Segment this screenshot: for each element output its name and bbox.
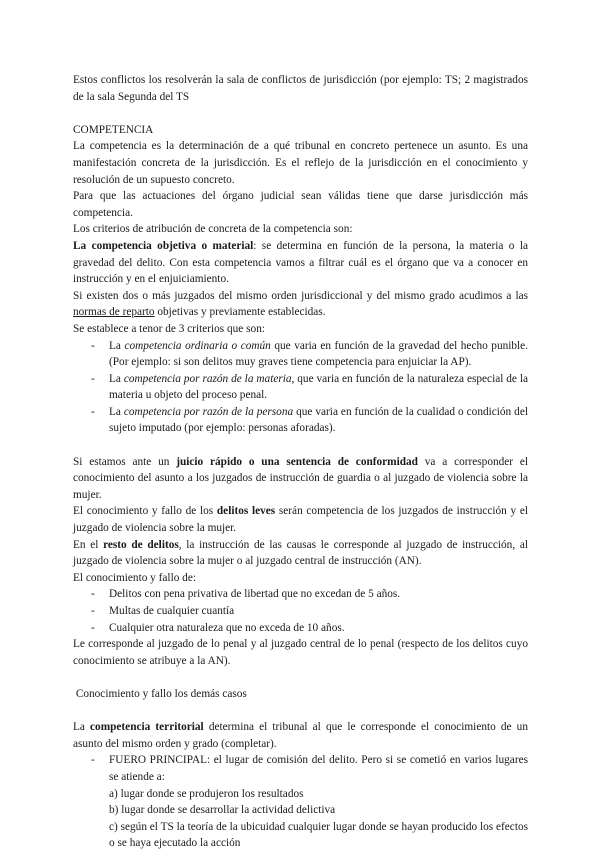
paragraph-validez: Para que las actuaciones del órgano judicial sean válidas tiene que darse jurisdicción más competencia.: [73, 190, 528, 219]
text-span: objetivas y previamente establecidas.: [154, 306, 326, 319]
term-italic: competencia por razón de la persona: [123, 405, 294, 418]
fallo-list: [73, 586, 528, 636]
term-delitos-leves: delitos leves: [216, 505, 276, 518]
list-item: [73, 404, 528, 437]
fuero-sub-item: b) lugar donde se desarrollar la actividad delictiva: [109, 804, 336, 817]
paragraph-conflictos: Estos conflictos los resolverán la sala de conflictos de jurisdicción (por ejemplo: TS; 2 magistrados de la sala Segunda del TS: [73, 74, 528, 103]
text-span: : se determina en función de la persona, la materia o la gravedad del delito. Con esta competencia vamos a filtrar cuál es el órgano que va a conocer en instrucción y en el enjuiciamiento.: [73, 239, 528, 286]
text-span: determina el tribunal al que le corresponde el conocimiento de un asunto del mismo orden y grado (completar).: [73, 721, 528, 750]
list-item: [73, 371, 528, 404]
document-body: [73, 72, 528, 852]
text-span: que varia en función de la cualidad o condición del sujeto imputado (por ejemplo: personas aforadas).: [109, 405, 528, 435]
paragraph-criterios-intro: Los criterios de atribución de concreta de la competencia son:: [73, 223, 353, 236]
term-competencia-territorial: competencia territorial: [90, 721, 204, 734]
text-span: , la instrucción de las causas le corresponde al juzgado de instrucción, al juzgado de violencia sobre la mujer o al juzgado central de instrucción (AN).: [73, 538, 528, 568]
list-item-fuero-principal: - FUERO PRINCIPAL: el lugar de comisión del delito. Pero si se cometió en varios lugares se atiende a:: [73, 752, 528, 785]
paragraph-juicio-rapido: [73, 454, 528, 504]
list-item: - Multas de cualquier cuantía: [73, 603, 528, 620]
criteria-list: [73, 338, 528, 438]
paragraph-reparto: [73, 288, 528, 321]
text-span: La: [109, 339, 125, 352]
paragraph-conocimiento-fallo: El conocimiento y fallo de:: [73, 571, 196, 584]
list-item: - Delitos con pena privativa de libertad que no excedan de 5 años.: [73, 586, 528, 603]
text-span: , que varia en función de la naturaleza especial de la materia u objeto del proceso penal.: [109, 372, 529, 402]
term-competencia-objetiva: La competencia objetiva o material: [73, 239, 254, 252]
section-heading-competencia: COMPETENCIA: [73, 123, 154, 136]
term-italic: competencia por razón de la materia: [123, 372, 292, 385]
fuero-sub-item: a) lugar donde se produjeron los resultados: [109, 787, 304, 800]
text-span: La: [109, 372, 124, 385]
paragraph-competencia-objetiva: [73, 238, 528, 288]
term-normas-reparto: normas de reparto: [73, 306, 155, 319]
list-item: [73, 338, 528, 371]
text-span: Si existen dos o más juzgados del mismo orden jurisdiccional y del mismo grado acudimos a las: [73, 289, 528, 302]
term-italic: competencia ordinaria o común: [124, 339, 271, 352]
paragraph-juzgado-penal: Le corresponde al juzgado de lo penal y al juzgado central de lo penal (respecto de los delitos cuyo conocimiento se atribuye a la AN).: [73, 638, 528, 667]
paragraph-demas-casos: Conocimiento y fallo los demás casos: [73, 687, 247, 700]
term-resto-delitos: resto de delitos: [103, 538, 179, 551]
fuero-list: [73, 752, 528, 785]
list-item: - Cualquier otra naturaleza que no exceda de 10 años.: [73, 620, 528, 637]
text-span: La: [73, 721, 91, 734]
text-span: La: [109, 405, 124, 418]
text-span: que varia en función de la gravedad del hecho punible. (Por ejemplo: si son delitos muy graves tiene competencia para enjuiciar la AP).: [109, 339, 529, 369]
text-span: En el: [73, 538, 104, 551]
paragraph-delitos-leves: [73, 503, 528, 536]
text-span: serán competencia de los juzgados de instrucción y el juzgado de violencia sobre la mujer.: [73, 505, 529, 535]
paragraph-resto-delitos: [73, 537, 528, 570]
term-juicio-rapido: juicio rápido o una sentencia de conformidad: [176, 455, 418, 468]
fuero-sub-item: c) según el TS la teoría de la ubicuidad cualquier lugar donde se hayan producido los efectos o se haya ejecutado la acción: [109, 820, 528, 850]
paragraph-tres-criterios: Se establece a tenor de 3 criterios que son:: [73, 322, 265, 335]
paragraph-definicion: La competencia es la determinación de a qué tribunal en concreto pertenece un asunto. Es una manifestación concreta de la jurisdicción. Es el reflejo de la jurisdicción en el conocimiento y resolución de un supuesto concreto.: [73, 140, 528, 186]
text-span: va a corresponder el conocimiento del asunto a los juzgados de instrucción de guardia o al juzgado de violencia sobre la mujer.: [73, 455, 529, 501]
text-span: Si estamos ante un: [73, 455, 177, 468]
text-span: El conocimiento y fallo de los: [73, 505, 217, 518]
paragraph-competencia-territorial: [73, 719, 528, 752]
